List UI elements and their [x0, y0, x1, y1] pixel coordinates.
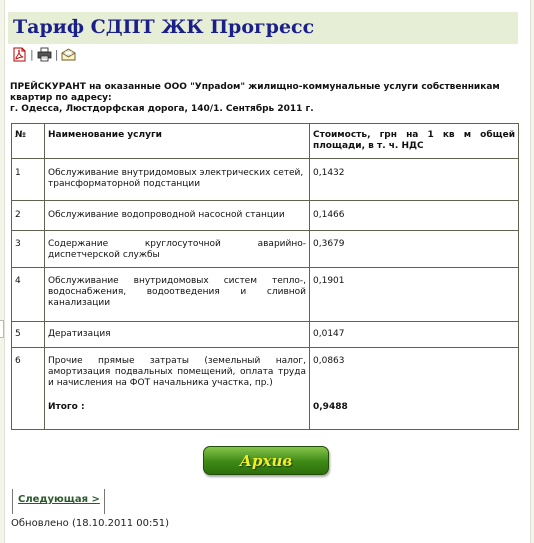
intro-line-2: квартир по адресу: [10, 93, 112, 103]
print-icon[interactable] [37, 47, 52, 62]
header-cost-line-1: Стоимость, грн на 1 кв м общей [313, 130, 515, 140]
row-num: 1 [12, 159, 45, 201]
table-row [12, 348, 519, 430]
price-intro [10, 82, 520, 115]
row-num: 5 [12, 322, 45, 348]
row-num: 4 [12, 268, 45, 322]
row-service-line: канализации [48, 298, 111, 308]
row-service-line: Обслуживание водопроводной насосной станции [48, 210, 285, 220]
row-value: 0,3679 [310, 231, 519, 268]
row-service-line: Прочие прямые затраты (земельный налог, [48, 356, 306, 366]
header-cost [310, 124, 519, 159]
row-service [45, 348, 310, 430]
row-service-line: водоснабжения, водоотведения и сливной [48, 287, 306, 297]
toolbar-separator: | [30, 47, 34, 61]
page-title: Тариф СДПТ ЖК Прогресс [13, 16, 315, 38]
row-service-line: Обслуживание внутридомовых систем тепло-, [48, 276, 306, 286]
left-edge [0, 0, 5, 543]
right-edge [530, 0, 534, 543]
row-service [45, 268, 310, 322]
total-label: Итого : [48, 402, 85, 412]
row-num: 3 [12, 231, 45, 268]
row-service-line: диспетчерской службы [48, 250, 160, 260]
row-num: 6 [12, 348, 45, 430]
row-num: 2 [12, 201, 45, 231]
archive-button[interactable]: Архив [203, 446, 329, 475]
row-service [45, 201, 310, 231]
toolbar-separator: | [54, 47, 59, 61]
row-value: 0,1466 [310, 201, 519, 231]
row-service-line: и начисления на ФОТ начальника участка, пр.) [48, 378, 273, 388]
email-icon[interactable] [61, 47, 76, 62]
pdf-icon[interactable] [12, 47, 27, 62]
intro-line-3: г. Одесса, Люстдорфская дорога, 140/1. Сентябрь 2011 г. [10, 104, 314, 114]
row-value: 0,1901 [310, 268, 519, 322]
row-service-line: Содержание круглосуточной аварийно- [48, 239, 306, 249]
row-value [310, 348, 519, 430]
header-cost-line-2: площади, в т. ч. НДС [313, 141, 424, 151]
row-value-text: 0,0863 [313, 356, 345, 366]
table-header-row [12, 124, 519, 159]
row-service [45, 159, 310, 201]
title-bar [8, 12, 518, 44]
header-service: Наименование услуги [45, 124, 310, 159]
row-service-line: трансформаторной подстанции [48, 179, 201, 189]
row-value: 0,0147 [310, 322, 519, 348]
row-service [45, 231, 310, 268]
row-service-line: Обслуживание внутридомовых электрических сетей, [48, 168, 304, 178]
next-page-link[interactable]: Следующая > [12, 489, 105, 514]
row-service-line: Дератизация [48, 329, 111, 339]
updated-timestamp: Обновлено (18.10.2011 00:51) [11, 518, 170, 529]
header-num: № [12, 124, 45, 159]
price-table [11, 123, 519, 430]
toolbar [12, 46, 76, 62]
row-service-line: амортизация подвальных помещений, оплата труда [48, 367, 306, 377]
left-edge-handle [0, 320, 4, 338]
row-service [45, 322, 310, 348]
table-row [12, 322, 519, 348]
table-row [12, 268, 519, 322]
total-value: 0,9488 [313, 402, 348, 412]
table-row [12, 201, 519, 231]
intro-line-1: ПРЕЙСКУРАНТ на оказанные ООО "Упраdом" жилищно-коммунальные услуги собственникам [10, 82, 500, 92]
table-row [12, 159, 519, 201]
row-value: 0,1432 [310, 159, 519, 201]
table-row [12, 231, 519, 268]
